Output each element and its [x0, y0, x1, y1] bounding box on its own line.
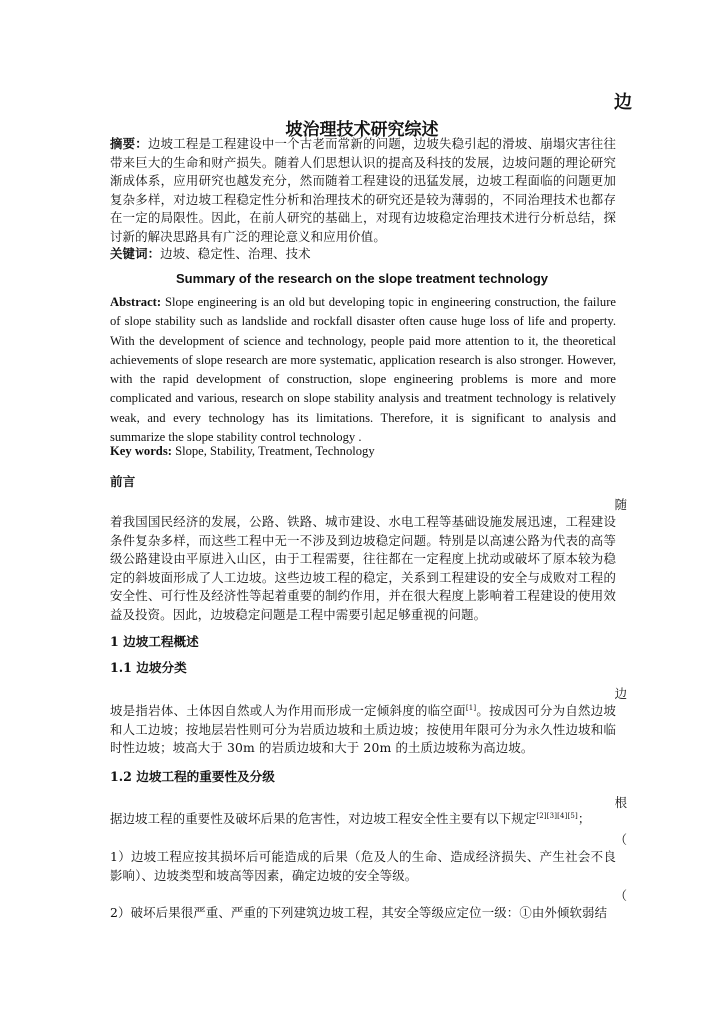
- item-1-text: 1）边坡工程应按其损坏后可能造成的后果（危及人的生命、造成经济损失、产生社会不良影响）、边坡类型和坡高等因素，确定边坡的安全等级。: [110, 849, 616, 883]
- citation-1: [1]: [465, 703, 477, 712]
- page-title: 坡治理技术研究综述: [285, 120, 439, 140]
- section-1-heading: 1 边坡工程概述: [110, 634, 199, 649]
- keywords-en-text: Slope, Stability, Treatment, Technology: [175, 444, 375, 458]
- section-1-2-text: [110, 810, 616, 829]
- abstract-zh-text: 边坡工程是工程建设中一个古老而常新的问题，边坡失稳引起的滑坡、崩塌灾害往往带来巨大的生命和财产损失。随着人们思想认识的提高及科技的发展，边坡问题的理论研究渐成体系，应用研究也越发充分，然而随着工程建设的迅猛发展，边坡工程面临的问题更加复杂多样，对边坡工程稳定性分析和治理技术的研究还是较为薄弱的，不同治理技术也都存在一定的局限性。因此，在前人研究的基础上，对现有边坡稳定治理技术进行分析总结，探讨新的解决思路具有广泛的理论意义和应用价值。: [110, 136, 616, 244]
- keywords-zh: [110, 245, 616, 264]
- abstract-en-label: Abstract:: [110, 295, 162, 309]
- english-title: Summary of the research on the slope treatment technology: [175, 271, 549, 286]
- abstract-en-text: Slope engineering is an old but developing topic in engineering construction, the failure of slope stability such as landslide and rockfall disaster often cause huge loss of life and property. With the development of science and technology, people paid more attention to it, the theoretical achievements of slope research are more systematic, application research is also stronger. However, with the rapid development of construction, slope engineering problems is more and more complicated and various, research on slope stability analysis and treatment technology is relatively weak, and every technology has its limitations. Therefore, it is significant to analysis and summarize the slope stability control technology .: [110, 295, 616, 445]
- section-1-2-text-a: 据边坡工程的重要性及破坏后果的危害性，对边坡工程安全性主要有以下规定: [110, 811, 537, 826]
- abstract-en: [110, 293, 616, 447]
- item-1-paren: （: [614, 832, 627, 847]
- section-1-1-first-char: 边: [614, 686, 627, 701]
- item-2-paren: （: [614, 888, 627, 903]
- preface-first-char: 随: [614, 497, 627, 512]
- section-1-1-heading: 1.1 边坡分类: [110, 660, 187, 675]
- title-first-char: 边: [614, 92, 632, 113]
- preface-text: 着我国国民经济的发展，公路、铁路、城市建设、水电工程等基础设施发展迅速，工程建设条件复杂多样，而这些工程中无一不涉及到边坡稳定问题。特别是以高速公路为代表的高等级公路建设由平原进入山区，由于工程需要，往往都在一定程度上扰动或破坏了原本较为稳定的斜坡面形成了人工边坡。这些边坡工程的稳定，关系到工程建设的安全与成败对工程的安全性、可行性及经济性等起着重要的制约作用，并在很大程度上影响着工程建设的使用效益及投资。因此，边坡稳定问题是工程中需要引起足够重视的问题。: [110, 514, 616, 622]
- section-1-2-heading: 1.2 边坡工程的重要性及分级: [110, 769, 275, 784]
- section-1-1-text-b: 。按成因可分为自然边坡和人工边坡；按地层岩性则可分为岩质边坡和土质边坡；按使用年限可分为永久性边坡和临时性边坡；坡高大于 30m 的岩质边坡和大于 20m 的土质边坡称为高边坡。: [110, 703, 616, 756]
- section-1-1-text: [110, 702, 616, 758]
- section-1-2-text-b: ；: [577, 811, 591, 826]
- item-2-text: 2）破坏后果很严重、严重的下列建筑边坡工程，其安全等级应定位一级：①由外倾软弱结: [110, 905, 608, 920]
- abstract-zh-label: 摘要：: [110, 136, 148, 151]
- citation-2-5: [2][3][4][5]: [536, 811, 578, 820]
- keywords-zh-label: 关键词：: [110, 246, 161, 261]
- keywords-en-label: Key words:: [110, 444, 172, 458]
- keywords-zh-text: 边坡、稳定性、治理、技术: [160, 246, 311, 261]
- abstract-zh: [110, 135, 616, 247]
- preface-heading: 前言: [110, 474, 136, 489]
- section-1-2-first-char: 根: [614, 795, 627, 810]
- keywords-en: [110, 442, 616, 461]
- section-1-1-text-a: 坡是指岩体、土体因自然或人为作用而形成一定倾斜度的临空面: [110, 703, 466, 718]
